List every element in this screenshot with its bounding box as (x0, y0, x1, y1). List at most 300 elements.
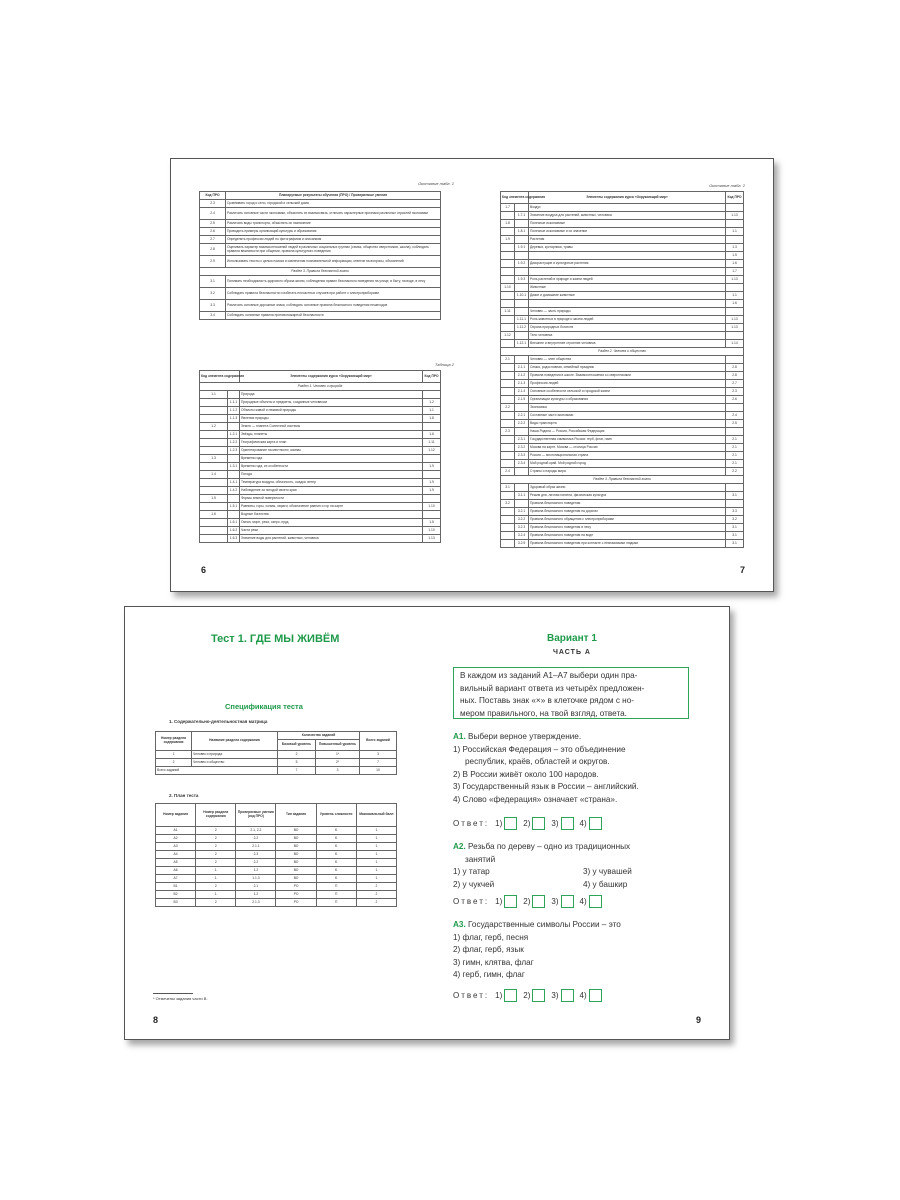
table-cell (501, 388, 515, 396)
table-cell: Значение воздуха для растений, животных, человека (529, 212, 726, 220)
table-cell: Человек — часть природы (529, 308, 726, 316)
table-cell (726, 308, 744, 316)
table-row (156, 751, 397, 759)
option: 1) Российская Федерация – это объединение (453, 744, 626, 754)
table-cell: ВО (276, 859, 316, 867)
table-cell: 1.7 (726, 268, 744, 276)
table-row (501, 428, 744, 436)
table-cell: Водные богатства (240, 511, 423, 519)
table-row (200, 471, 441, 479)
table-cell: ВО (276, 875, 316, 883)
table-cell: Государственная символика России: герб, флаг, гимн (529, 436, 726, 444)
table-cell (515, 404, 529, 412)
table-row (501, 212, 744, 220)
table-cell (501, 316, 515, 324)
table-cell: 1.3 (200, 455, 228, 463)
table-cell: 1.7 (501, 204, 515, 212)
table-cell: Максимальный балл (356, 804, 396, 827)
answer-checkbox[interactable] (589, 817, 602, 830)
table-cell: А4 (156, 851, 196, 859)
table-cell: Название раздела содержания (192, 732, 278, 751)
table-cell: Количество заданий (278, 732, 360, 740)
table-row (200, 455, 441, 463)
continuation-label: Окончание табл. 1 (418, 181, 454, 186)
test-plan-table (155, 803, 397, 907)
table-cell: Океан, море, река, озеро, пруд (240, 519, 423, 527)
table-cell: Погода (240, 471, 423, 479)
spec-title: Спецификация теста (225, 702, 303, 711)
table-cell: Б (316, 827, 356, 835)
table-cell: 1.9.2 (515, 260, 529, 268)
option: 4) у башкир (583, 879, 628, 889)
table-cell: Мой родной край. Мой родной город (529, 460, 726, 468)
table-cell: 3.1 (200, 276, 226, 288)
table-cell (228, 455, 240, 463)
table-cell: 1.13 (726, 212, 744, 220)
table-cell: В3 (156, 899, 196, 907)
table-cell: Температура воздуха, облачность, осадки, ветер (240, 479, 423, 487)
table-cell: 3.2 (726, 516, 744, 524)
table-cell: 2.4 (200, 208, 226, 220)
answer-label: Ответ: (453, 991, 490, 1000)
table-row (501, 276, 744, 284)
table-cell: Роль растений в природе и жизни людей (529, 276, 726, 284)
table-cell: 3.2.3 (515, 524, 529, 532)
table-cell (529, 268, 726, 276)
table-cell: Здоровый образ жизни (529, 484, 726, 492)
table-row (501, 460, 744, 468)
table-cell: 1.1 (200, 391, 228, 399)
table-cell: 1.11.1 (515, 316, 529, 324)
table-cell: 1.4.2 (228, 487, 240, 495)
table-cell (515, 484, 529, 492)
table-cell (501, 268, 515, 276)
table-cell (200, 487, 228, 495)
table-cell: Планируемые результаты обучения (ПРО) / Проверяемые умения (226, 192, 441, 200)
table-cell: 1* (316, 751, 360, 759)
answer-checkbox[interactable] (561, 895, 574, 908)
table-cell (501, 276, 515, 284)
table-cell: 1.6 (726, 260, 744, 268)
table-cell: Б (316, 851, 356, 859)
table-cell: 2.1 (726, 436, 744, 444)
table-row (200, 527, 441, 535)
question-number: А1. (453, 732, 466, 741)
table-cell: 1.11.2 (515, 324, 529, 332)
table-cell: Равнины, горы, холмы, овраги; обозначение равнин и гор на карте (240, 503, 423, 511)
table-cell: Правила безопасного поведения при контакте с незнакомыми людьми (529, 540, 726, 548)
table-header-row (156, 732, 397, 740)
table-cell: Б (316, 859, 356, 867)
table-row (501, 324, 744, 332)
page-number: 7 (739, 565, 745, 575)
content-matrix-table (155, 731, 397, 775)
table-cell: 1.11 (423, 439, 441, 447)
table-cell: Соблюдать правила безопасности и избегать несчастных случаев при работе с электроприборами (226, 288, 441, 300)
table-row (200, 407, 441, 415)
table-row (200, 288, 441, 300)
table-cell (501, 364, 515, 372)
option: 4) Слово «федерация» означает «страна». (453, 794, 618, 804)
answer-label: Ответ: (453, 819, 490, 828)
table-cell: 1 (196, 867, 236, 875)
table-cell: Б (316, 867, 356, 875)
table-cell: Правила безопасного поведения (529, 500, 726, 508)
table-cell: 1.1.1 (228, 399, 240, 407)
continuation-label: Окончание табл. 2 (709, 183, 745, 188)
table-cell: Различать основные части экономики, объяснять их взаимосвязь, отличать характерные признаки различных отраслей экономики (226, 208, 441, 220)
table-row (501, 316, 744, 324)
answer-option: 4) (579, 897, 587, 906)
table-cell: Растения (529, 236, 726, 244)
table-cell: Природные объекты и предметы, созданные человеком (240, 399, 423, 407)
table-cell: 2.1 (726, 444, 744, 452)
table-cell: 10 (360, 767, 397, 775)
answer-checkbox[interactable] (532, 989, 545, 1002)
table-row (200, 244, 441, 256)
table-cell: 1.9.3 (515, 276, 529, 284)
table-row (200, 511, 441, 519)
table-cell: 2 (196, 843, 236, 851)
table-cell: Времена года (240, 455, 423, 463)
table-cell: Земля — планета Солнечной системы (240, 423, 423, 431)
table-cell (726, 236, 744, 244)
table-cell: Организации культуры и образования (529, 396, 726, 404)
table-row (501, 508, 744, 516)
answer-checkbox[interactable] (504, 989, 517, 1002)
table-row (501, 444, 744, 452)
table-cell: Код элемента содержания (501, 192, 529, 204)
table-cell: 2.1, 2.2 (236, 827, 276, 835)
table-cell: 1.10 (423, 527, 441, 535)
table-cell (501, 436, 515, 444)
table-cell: 2.3.1 (515, 436, 529, 444)
answer-checkbox[interactable] (589, 989, 602, 1002)
table-cell: 1.2.2 (228, 439, 240, 447)
table-cell: 1.6 (423, 431, 441, 439)
table-row (501, 500, 744, 508)
instruction-line: мером правильного, на твой взгляд, ответа. (460, 708, 627, 718)
table-cell: 1.1 (726, 228, 744, 236)
table-row (501, 540, 744, 548)
table-cell: Раздел 3. Правила безопасной жизни (501, 476, 744, 484)
table-cell: 2.3 (236, 851, 276, 859)
option: 1) флаг, герб, песня (453, 932, 529, 942)
table-cell: РО (276, 891, 316, 899)
table-cell (501, 508, 515, 516)
table-cell: Различать основные дорожные знаки, соблюдать основные правила безопасного поведения пешеходов (226, 300, 441, 312)
table-row (200, 415, 441, 423)
table-cell: Основные особенности сельской и городской жизни (529, 388, 726, 396)
table-cell (726, 356, 744, 364)
table-cell: П (316, 899, 356, 907)
table-cell: 1.13 (423, 535, 441, 543)
answer-option: 4) (579, 991, 587, 1000)
answer-option: 1) (495, 819, 503, 828)
table-row (200, 479, 441, 487)
answer-label: Ответ: (453, 897, 490, 906)
table-cell: Объекты живой и неживой природы (240, 407, 423, 415)
table-cell (726, 500, 744, 508)
table-cell: П (316, 883, 356, 891)
table-row (501, 252, 744, 260)
table-row (501, 436, 744, 444)
table-cell: 3.3 (726, 508, 744, 516)
variant-title: Вариант 1 (547, 633, 597, 644)
answer-checkbox[interactable] (589, 895, 602, 908)
table-cell: 2 (196, 835, 236, 843)
table-cell (501, 244, 515, 252)
table-row (501, 228, 744, 236)
table-cell: 1.2 (236, 891, 276, 899)
table-cell: 3.4 (200, 312, 226, 320)
table-cell: Б (316, 875, 356, 883)
table-cell: 2 (196, 859, 236, 867)
table-cell: Номер раздела содержания (156, 732, 192, 751)
table-cell: Код элемента содержания (200, 371, 240, 383)
table-cell: Страны и народы мира (529, 468, 726, 476)
table-cell: 1.1.2 (228, 407, 240, 415)
question-text: Выбери верное утверждение. (468, 732, 582, 741)
table-cell: 3.1 (726, 540, 744, 548)
table-cell: 1.9.1 (515, 244, 529, 252)
table-cell: Проверяемые умения (код ПРО) (236, 804, 276, 827)
table-header-row (200, 192, 441, 200)
table-cell: 2.9 (200, 256, 226, 268)
table-cell (423, 495, 441, 503)
instruction-line: В каждом из заданий А1–А7 выбери один пра- (460, 671, 638, 680)
table-cell: А3 (156, 843, 196, 851)
page-number: 6 (201, 565, 207, 575)
instruction-box (453, 667, 689, 719)
table-cell (501, 372, 515, 380)
table-cell: Дикие и домашние животные (529, 292, 726, 300)
table-cell: 3.1.1 (515, 492, 529, 500)
answer-checkbox[interactable] (532, 895, 545, 908)
table-cell: 2 (156, 759, 192, 767)
table-row (200, 487, 441, 495)
table-cell (515, 332, 529, 340)
table-cell: 1.6.3 (228, 535, 240, 543)
question-a1 (453, 731, 703, 806)
table-row (501, 412, 744, 420)
table-cell: Воздух (529, 204, 726, 212)
table-cell: Животные (529, 284, 726, 292)
table-cell (501, 412, 515, 420)
table-cell: Природа (240, 391, 423, 399)
table-cell (200, 479, 228, 487)
table-cell: 1.3 (726, 244, 744, 252)
table-cell: 2 (196, 883, 236, 891)
table-cell: 1.13 (726, 316, 744, 324)
table-cell: 1.9 (501, 236, 515, 244)
table-cell (515, 356, 529, 364)
table-cell: 1.12.1 (515, 340, 529, 348)
table-cell (501, 452, 515, 460)
table-cell: 2.6 (200, 228, 226, 236)
table-row (200, 447, 441, 455)
table-cell: Код ПРО (726, 192, 744, 204)
answer-checkbox[interactable] (561, 817, 574, 830)
table-row (156, 767, 397, 775)
table-header-row (501, 192, 744, 204)
table-row (200, 439, 441, 447)
table-cell (200, 519, 228, 527)
table-cell: 2.7 (200, 236, 226, 244)
table-cell (200, 447, 228, 455)
table-cell: 2.3.3 (515, 452, 529, 460)
bottom-book-spread (124, 606, 730, 1040)
table-cell: 1.8 (423, 415, 441, 423)
table-cell: 1.10 (423, 503, 441, 511)
table-cell: 1 (356, 843, 396, 851)
answer-checkbox[interactable] (532, 817, 545, 830)
table-row (200, 256, 441, 268)
table-cell: 1.9 (423, 487, 441, 495)
table-cell: А6 (156, 867, 196, 875)
table-row (200, 495, 441, 503)
table-cell (501, 420, 515, 428)
table-cell: Составные части экономики (529, 412, 726, 420)
table-row (501, 516, 744, 524)
table-cell: Оценивать характер взаимоотношений людей в различных социальных группах (семья, общество сверстников, школа); соблюдать правила вежливости при общении, правила культурного поведения (226, 244, 441, 256)
table-cell (423, 423, 441, 431)
table-cell (501, 540, 515, 548)
table-cell: 1 (196, 891, 236, 899)
table-cell: 1.7.1 (515, 212, 529, 220)
table-cell (515, 500, 529, 508)
table-cell: 2.1.3 (515, 380, 529, 388)
table-cell: А2 (156, 835, 196, 843)
table-cell: 2.4 (726, 412, 744, 420)
table-cell (726, 404, 744, 412)
table-caption: Таблица 2 (434, 362, 454, 367)
answer-option: 2) (523, 819, 531, 828)
table-cell (501, 340, 515, 348)
table-row (501, 244, 744, 252)
table-cell: Тело человека (529, 332, 726, 340)
table-cell: Полезные ископаемые и их значение (529, 228, 726, 236)
table-cell: Определять профессии людей по фотографиям и описаниям (226, 236, 441, 244)
table-row (200, 200, 441, 208)
table-cell: 2.1 (501, 356, 515, 364)
table-cell: ВО (276, 867, 316, 875)
table-row (501, 284, 744, 292)
table-row (156, 827, 397, 835)
table-cell: Дикорастущие и культурные растения (529, 260, 726, 268)
instruction-line: вильный вариант ответа из четырёх предложен- (460, 683, 645, 693)
table-row (200, 519, 441, 527)
table-content-elements (199, 370, 441, 543)
table-cell: 3.2.5 (515, 540, 529, 548)
table-cell (515, 204, 529, 212)
table-cell (228, 391, 240, 399)
table-cell: В1 (156, 883, 196, 891)
option: 2) флаг, герб, язык (453, 945, 524, 954)
table-cell (501, 380, 515, 388)
table-row (501, 396, 744, 404)
table-cell (515, 236, 529, 244)
table-cell: 3.2 (200, 288, 226, 300)
table-cell: 2.1 (236, 883, 276, 891)
instruction-line: ных. Поставь знак «×» в клеточке рядом с но- (460, 696, 634, 705)
table-cell: 3 (360, 751, 397, 759)
table-cell: Россия — многонациональная страна (529, 452, 726, 460)
table-cell (515, 220, 529, 228)
question-a2 (453, 841, 703, 891)
table-cell: 1.6 (726, 300, 744, 308)
answer-option: 1) (495, 897, 503, 906)
table-cell (515, 308, 529, 316)
table-cell: 1 (196, 875, 236, 883)
table-cell (501, 324, 515, 332)
test-title: Тест 1. ГДЕ МЫ ЖИВЁМ (211, 633, 340, 645)
table-cell: Раздел 1. Человек и природа (200, 383, 441, 391)
table-cell: Режим дня, личная гигиена, физическая культура (529, 492, 726, 500)
matrix-caption: 1. Содержательно-деятельностная матрица (169, 719, 268, 724)
answer-option: 2) (523, 991, 531, 1000)
table-cell (501, 292, 515, 300)
table-row (200, 399, 441, 407)
table-header-row (156, 804, 397, 827)
table-cell: Б (316, 843, 356, 851)
table-cell (423, 511, 441, 519)
table-cell: 1.4 (200, 471, 228, 479)
table-cell (423, 455, 441, 463)
table-cell: 1 (156, 751, 192, 759)
table-cell: 2.6 (726, 396, 744, 404)
table-row (200, 535, 441, 543)
table-row (156, 867, 397, 875)
table-cell: 2.1.4 (515, 388, 529, 396)
table-row (501, 340, 744, 348)
table-cell: Приводить примеры организаций культуры и образования (226, 228, 441, 236)
table-cell: 2.3 (501, 428, 515, 436)
table-row (501, 292, 744, 300)
table-cell: Код ПРО (200, 192, 226, 200)
table-cell: Соблюдать основные правила противопожарной безопасности (226, 312, 441, 320)
table-row (501, 348, 744, 356)
option: 1) у татар (453, 867, 490, 876)
table-row (501, 468, 744, 476)
table-cell: ВО (276, 843, 316, 851)
table-cell (501, 460, 515, 468)
table-cell: Полезные ископаемые (529, 220, 726, 228)
table-cell (200, 415, 228, 423)
table-cell (200, 527, 228, 535)
answer-option: 1) (495, 991, 503, 1000)
table-row (156, 875, 397, 883)
footnote-divider (153, 993, 193, 994)
table-cell: 2.2 (726, 468, 744, 476)
table-cell: 3.1 (726, 524, 744, 532)
table-cell: 2.1 (726, 452, 744, 460)
answer-checkbox[interactable] (504, 817, 517, 830)
table-cell: 1.8 (501, 220, 515, 228)
table-cell (515, 284, 529, 292)
table-cell: 3.1 (726, 492, 744, 500)
table-cell: ВО (276, 827, 316, 835)
table-cell: 2.4 (501, 468, 515, 476)
table-cell: 2 (196, 827, 236, 835)
table-row (156, 891, 397, 899)
table-cell: А1 (156, 827, 196, 835)
table-cell (228, 511, 240, 519)
answer-checkbox[interactable] (504, 895, 517, 908)
table-row (200, 268, 441, 276)
table-cell: 1 (356, 875, 396, 883)
answer-checkbox[interactable] (561, 989, 574, 1002)
